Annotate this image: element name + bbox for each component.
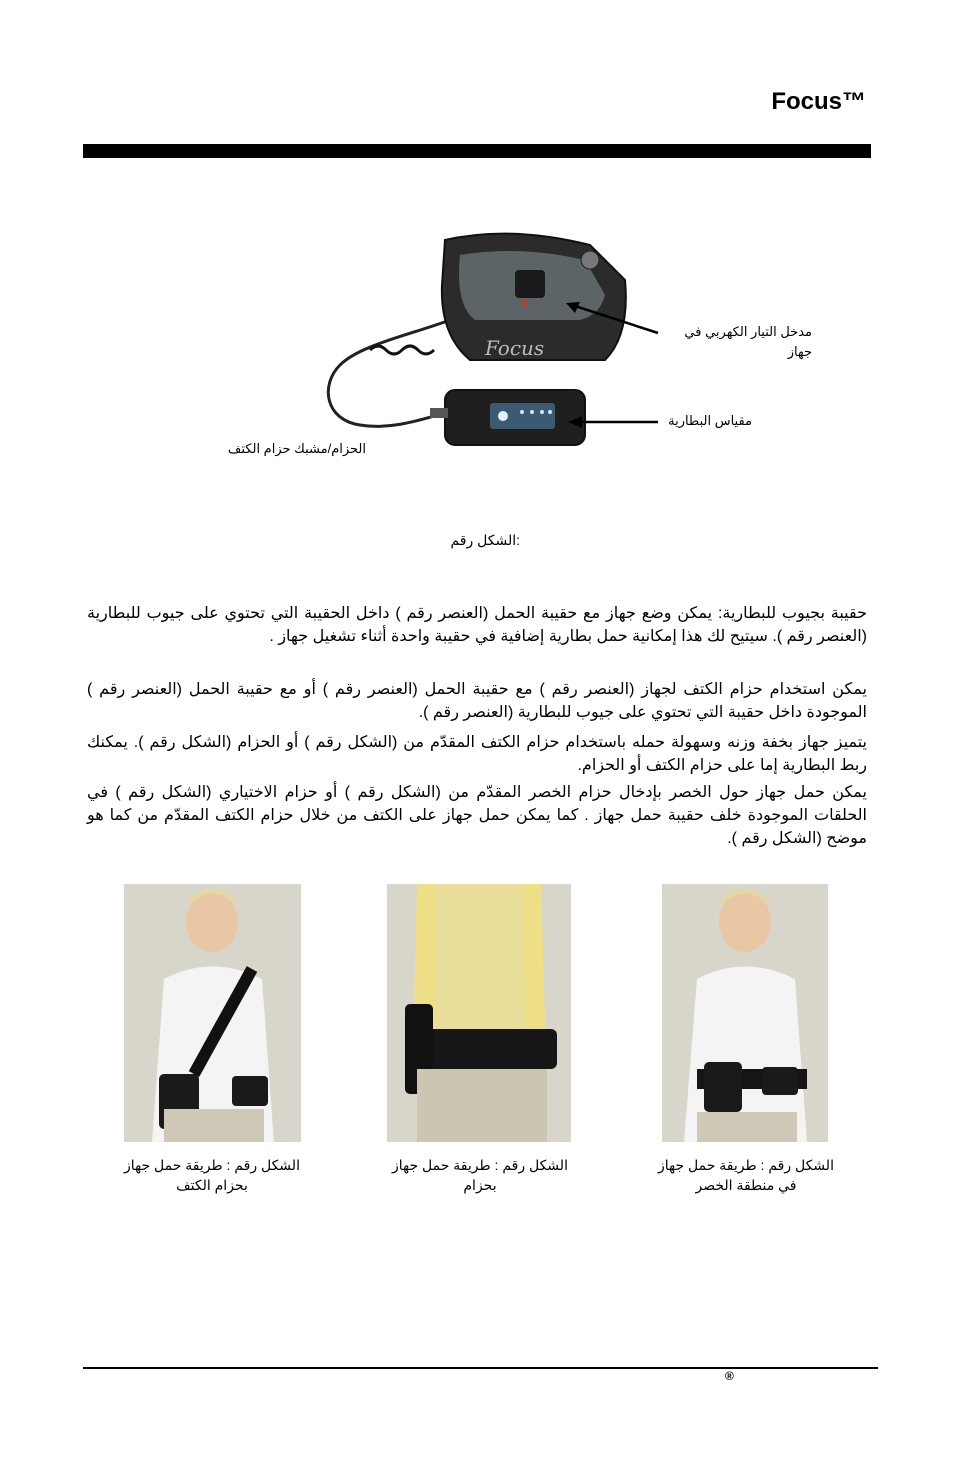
registered-mark: ® [725,1369,734,1383]
callout-battery-gauge: مقياس البطارية [668,413,752,428]
caption-line: بحزام الكتف [176,1177,248,1193]
caption-line: الشكل رقم : طريقة حمل جهاز [124,1157,300,1173]
paragraph-battery-bag: حقيبة بجيوب للبطارية: يمكن وضع جهاز مع حقيبة الحمل (العنصر رقم ) داخل الحقيبة التي تحتوي على جيوب للبطارية (العنصر رقم ). سيتيح لك هذا إمكانية حمل بطارية إضافية في حقيبة واحدة أثناء تشغيل جهاز . [87,605,867,645]
caption-line: الشكل رقم : طريقة حمل جهاز [392,1157,568,1173]
page-title: Focus™ [771,88,866,115]
header-rule [83,144,871,158]
callout-strap: الحزام/مشبك حزام الكتف [227,441,366,456]
paragraph-lightweight: يتميز جهاز بخفة وزنه وسهولة حمله باستخدام حزام الكتف المقدّم من (الشكل رقم ) أو الحزام (الشكل رقم ). يمكنك ربط البطارية إما على حزام الكتف أو الحزام. [87,734,867,774]
caption-shoulder-carry [100,1155,324,1195]
svg-text:Focus: Focus [485,336,545,360]
photo-belt-carry [387,884,571,1142]
paragraph-shoulder-strap: يمكن استخدام حزام الكتف لجهاز (العنصر رقم ) مع حقيبة الحمل (العنصر رقم ) أو مع حقيبة الحمل (العنصر رقم ) الموجودة داخل حقيبة التي تحتوي على جيوب للبطارية (العنصر رقم ). [87,681,867,721]
caption-waist-carry [634,1155,858,1195]
footer-rule [83,1367,878,1369]
callout-power-inlet: مدخل التيار الكهربي في جهاز [684,324,812,359]
caption-line: بحزام [463,1177,497,1193]
figure-caption: :الشكل رقم [450,532,520,548]
photo-waist-carry [662,884,828,1142]
paragraph-waist-carry: يمكن حمل جهاز حول الخصر بإدخال حزام الخصر المقدّم من (الشكل رقم ) أو حزام الاختياري (الشكل رقم ) في الحلقات الموجودة خلف حقيبة حمل جهاز . كما يمكن حمل جهاز على الكتف من خلال حزام الكتف المقدّم من كما هو موضح (الشكل رقم ). [87,784,868,847]
photo-shoulder-carry [124,884,301,1142]
caption-line: الشكل رقم : طريقة حمل جهاز [658,1157,834,1173]
caption-belt-carry [368,1155,592,1195]
caption-line: في منطقة الخصر [695,1177,797,1193]
